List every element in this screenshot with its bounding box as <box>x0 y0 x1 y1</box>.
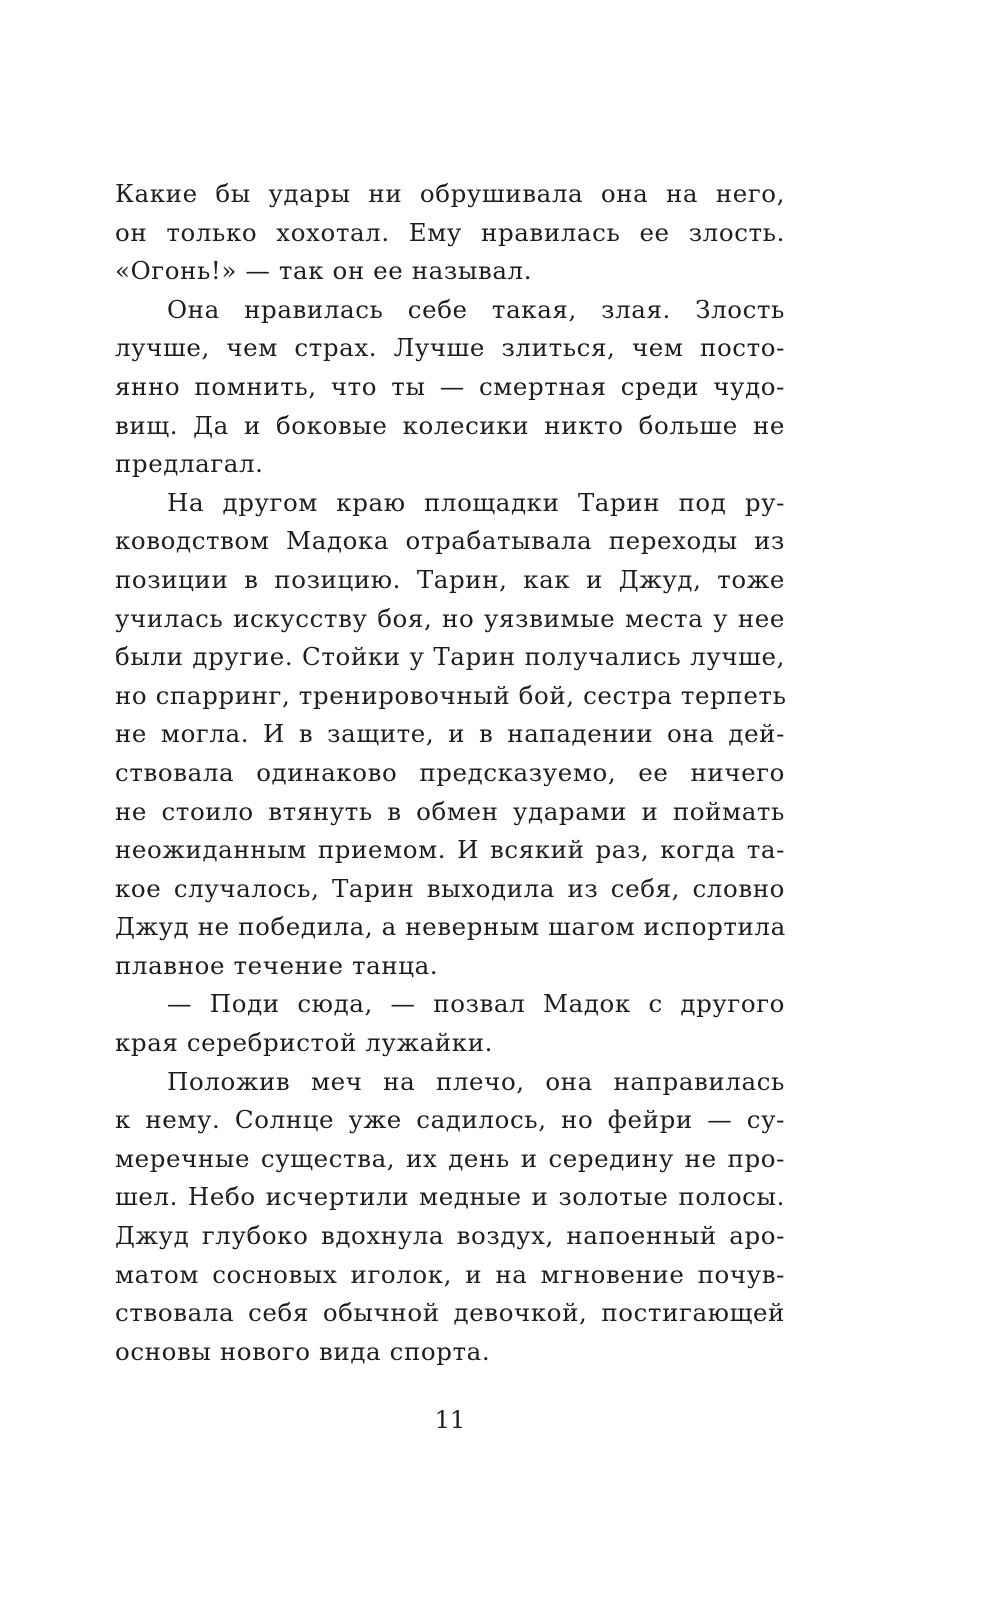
text-line: лучше, чем страх. Лучше злиться, чем посто- <box>115 333 785 363</box>
text-line: — Поди сюда, — позвал Мадок с другого <box>167 989 785 1019</box>
paragraph-1 <box>115 175 785 291</box>
text-line: плавное течение танца. <box>115 950 439 980</box>
text-line: не стоило втянуть в обмен ударами и поймать <box>115 796 785 826</box>
paragraph-3 <box>115 484 785 986</box>
text-line: предлагал. <box>115 449 264 479</box>
paragraph-4 <box>115 985 785 1062</box>
text-line: ководством Мадока отрабатывала переходы из <box>115 526 785 556</box>
text-line: училась искусству боя, но уязвимые места у нее <box>115 603 785 633</box>
text-line: к нему. Солнце уже садилось, но фейри — су- <box>115 1105 785 1135</box>
text-line: шел. Небо исчертили медные и золотые полосы. <box>115 1182 785 1212</box>
text-line: Какие бы удары ни обрушивала она на него, <box>115 179 785 208</box>
text-line: основы нового вида спорта. <box>115 1336 491 1366</box>
text-line: На другом краю площадки Тарин под ру- <box>167 487 785 517</box>
page-number: 11 <box>434 1406 466 1434</box>
text-line: матом сосновых иголок, и на мгновение почув- <box>115 1259 785 1289</box>
text-line: были другие. Стойки у Тарин получались лучше, <box>115 642 785 672</box>
text-line: кое случалось, Тарин выходила из себя, словно <box>115 873 785 903</box>
text-line: ствовала одинаково предсказуемо, ее ничего <box>115 757 785 787</box>
paragraph-2 <box>115 291 785 484</box>
text-line: края серебристой лужайки. <box>115 1028 494 1058</box>
text-line: Джуд не победила, а неверным шагом испортила <box>115 912 786 942</box>
text-line: неожиданным приемом. И всякий раз, когда та- <box>115 835 785 865</box>
text-line: позиции в позицию. Тарин, как и Джуд, тоже <box>115 564 785 594</box>
text-line: ствовала себя обычной девочкой, постигающей <box>115 1298 785 1328</box>
body-text <box>115 175 785 1371</box>
text-line: не могла. И в защите, и в нападении она дей- <box>115 719 785 749</box>
text-line: янно помнить, что ты — смертная среди чудо- <box>115 371 785 401</box>
text-line: Она нравилась себе такая, злая. Злость <box>167 294 785 324</box>
text-line: он только хохотал. Ему нравилась ее злость. <box>115 217 785 247</box>
text-line: «Огонь!» — так он ее называл. <box>115 256 533 286</box>
text-line: Джуд глубоко вдохнула воздух, напоенный аро- <box>115 1221 785 1251</box>
text-line: меречные существа, их день и середину не про- <box>115 1143 785 1173</box>
text-line: вищ. Да и боковые колесики никто больше не <box>115 410 785 440</box>
paragraph-5 <box>115 1063 785 1372</box>
text-line: Положив меч на плечо, она направилась <box>167 1066 785 1096</box>
text-line: но спарринг, тренировочный бой, сестра терпеть <box>115 680 787 710</box>
